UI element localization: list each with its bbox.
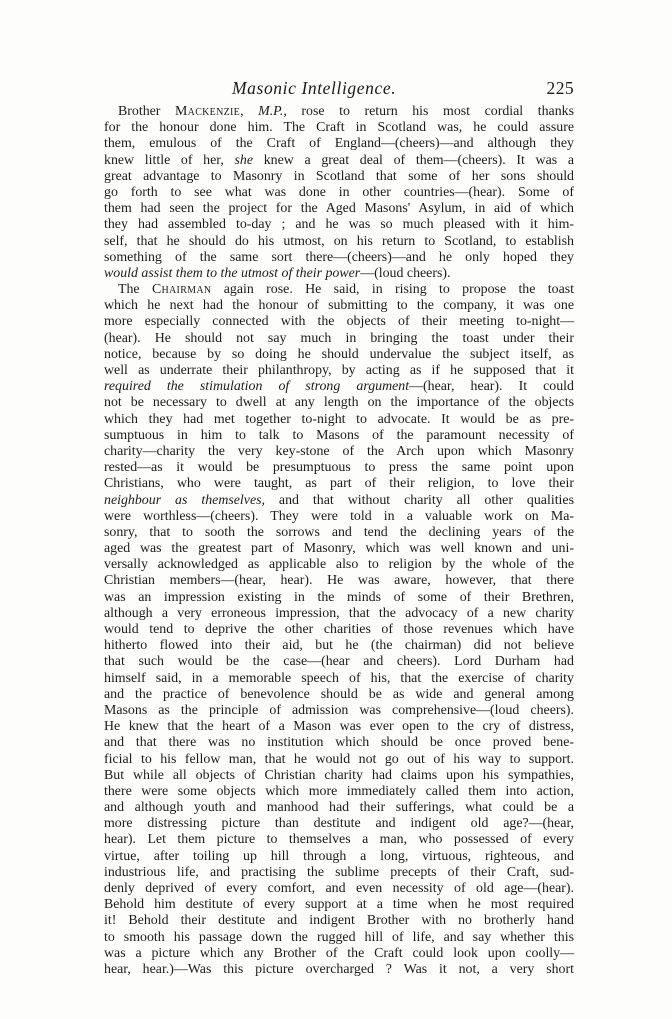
text-line (104, 104, 574, 120)
text-run: Christians, who were taught, as part of their religion, to love their (104, 476, 574, 492)
text-run: hear, hear.)—Was this picture overcharged ? Was it not, a very short (104, 961, 574, 977)
text-run: denly deprived of every comfort, and even necessity of old age—(hear). (104, 881, 574, 896)
text-line (104, 800, 574, 816)
text-run: Masons as the principle of admission was comprehensive—(loud cheers). (104, 702, 574, 718)
text-line (104, 428, 574, 444)
text-run: rested—as it would be presumptuous to press the same point upon (104, 460, 574, 476)
text-line (104, 444, 574, 460)
text-run: was an impression existing in the minds of some of their Brethren, (104, 589, 574, 605)
text-line (104, 654, 574, 670)
text-run: He knew that the heart of a Mason was ever open to the cry of distress, (104, 719, 574, 735)
text-run: and that without charity all other qualities (264, 492, 574, 508)
text-run: hear). Let them picture to themselves a man, who possessed of every (104, 832, 574, 848)
text-run: charity—charity the very key-stone of the Arch upon which Masonry (104, 443, 574, 459)
text-run: go forth to see what was done in other countries—(hear). Some of (104, 184, 574, 200)
text-run: sumptuous in him to talk to Masons of the paramount necessity of (104, 427, 574, 443)
text-line (104, 266, 574, 282)
text-line (104, 687, 574, 703)
text-run: would assist them to the utmost of their power (104, 265, 361, 281)
text-run: hitherto flowed into their aid, but he (the chairman) did not believe (104, 638, 574, 654)
text-run: But while all objects of Christian charity had claims upon his sympathies, (104, 767, 574, 783)
text-run: , (240, 104, 259, 119)
text-line (104, 460, 574, 476)
text-run: something of the same sort there—(cheers)—and he only hoped they (104, 249, 574, 265)
text-line (104, 541, 574, 557)
text-line (104, 622, 574, 638)
text-run: more especially connected with the objects of their meeting to-night— (104, 314, 574, 330)
text-run: required the stimulation of strong argument (104, 379, 410, 395)
text-line (104, 735, 574, 751)
text-line (104, 314, 574, 330)
text-run: industrious life, and practising the sublime precepts of their Craft, sud- (104, 864, 574, 880)
text-run: which he next had the honour of submitting to the company, it was one (104, 298, 574, 314)
text-run: himself said, in a memorable speech of his, that the exercise of charity (104, 670, 574, 686)
text-line (104, 913, 574, 929)
text-run: although a very erroneous impression, that the advocacy of a new charity (104, 605, 574, 621)
text-run: and although youth and manhood had their sufferings, what could be a (104, 800, 574, 816)
text-line (104, 250, 574, 266)
text-run: notice, because by so doing he should undervalue the subject itself, as (104, 346, 574, 362)
text-run: Brother (118, 104, 176, 119)
text-run: not be necessary to dwell at any length on the importance of the objects (104, 395, 574, 411)
text-line (104, 153, 574, 169)
text-line (104, 476, 574, 492)
text-line (104, 849, 574, 865)
text-run: she (234, 152, 254, 168)
text-line (104, 509, 574, 525)
text-line (104, 331, 574, 347)
text-run: knew little of her, (104, 152, 235, 168)
text-line (104, 930, 574, 946)
text-line (104, 946, 574, 962)
article-body (104, 104, 574, 978)
text-line (104, 768, 574, 784)
text-line (104, 671, 574, 687)
running-title: Masonic Intelligence. (232, 78, 397, 98)
text-line (104, 185, 574, 201)
text-run: was a picture which any Brother of the Craft could look upon coolly— (104, 945, 574, 961)
text-run: that such would be the case—(hear and cheers). Lord Durham had (104, 654, 574, 670)
text-run: and the practice of benevolence should be as wide and general among (104, 686, 574, 702)
text-run: Behold him destitute of every support at a time when he most required (104, 897, 574, 913)
text-line (104, 347, 574, 363)
text-run: aged was the greatest part of Masonry, which was well known and uni- (104, 541, 574, 557)
text-run: there were some objects which more immediately called them into action, (104, 783, 574, 799)
text-line (104, 201, 574, 217)
text-line (104, 881, 574, 897)
text-line (104, 120, 574, 136)
text-run: they had assembled to-day ; and he was so much pleased with it him- (104, 217, 574, 233)
text-run: which they had met together to-night to advocate. It would be as pre- (104, 411, 574, 427)
text-run: Christian members—(hear, hear). He was aware, however, that there (104, 573, 574, 589)
text-line (104, 590, 574, 606)
text-run: for the honour done him. The Craft in Scotland was, he could assure (104, 120, 574, 136)
text-line (104, 282, 574, 298)
text-line (104, 962, 574, 978)
text-line (104, 298, 574, 314)
text-run: versally acknowledged as applicable also to religion by the whole of the (104, 557, 574, 573)
text-run: it! Behold their destitute and indigent Brother with no brotherly hand (104, 913, 574, 929)
text-run: them, emulous of the Craft of England—(cheers)—and although they (104, 136, 574, 152)
text-run: The (118, 282, 152, 298)
text-run: Mackenzie (175, 104, 241, 119)
text-run: would tend to deprive the other charities of those revenues which have (104, 622, 574, 637)
text-run: to smooth his passage down the rugged hill of life, and say whether this (104, 929, 574, 945)
text-run: Chairman (151, 282, 212, 298)
text-run: knew a great deal of them—(cheers). It was a (253, 152, 574, 168)
text-line (104, 363, 574, 379)
text-run: ficial to his fellow man, that he would not go out of his way to support. (104, 751, 574, 767)
text-run: —(loud cheers). (360, 265, 451, 281)
text-line (104, 217, 574, 233)
text-line (104, 816, 574, 832)
text-run: and that there was no institution which should be once proved bene- (104, 735, 574, 751)
text-run: again rose. He said, in rising to propose the toast (211, 282, 574, 298)
text-line (104, 557, 574, 573)
page-number: 225 (546, 78, 574, 98)
text-line (104, 412, 574, 428)
text-line (104, 136, 574, 152)
text-line (104, 832, 574, 848)
text-run: M.P. (258, 104, 284, 119)
text-run: —(hear, hear). It could (409, 379, 574, 395)
text-line (104, 897, 574, 913)
text-line (104, 234, 574, 250)
text-line (104, 752, 574, 768)
text-line (104, 395, 574, 411)
text-run: well as underrate their philanthropy, by acting as if he supposed that it (104, 363, 574, 378)
text-line (104, 703, 574, 719)
text-line (104, 719, 574, 735)
text-run: virtue, after toiling up hill through a long, virtuous, righteous, and (104, 848, 574, 864)
text-run: self, that he should do his utmost, on his return to Scotland, to establish (104, 233, 574, 249)
text-line (104, 379, 574, 395)
text-line (104, 638, 574, 654)
running-header (104, 78, 574, 100)
text-run: neighbour as themselves, (104, 492, 265, 508)
text-run: sonry, that to sooth the sorrows and tend the declining years of the (104, 524, 574, 540)
text-line (104, 169, 574, 185)
text-run: them had seen the project for the Aged Masons' Asylum, in aid of which (104, 201, 574, 217)
text-run: more distressing picture than destitute and indigent old age?—(hear, (104, 816, 574, 832)
text-line (104, 525, 574, 541)
text-run: great advantage to Masonry in Scotland that some of her sons should (104, 168, 574, 184)
text-line (104, 493, 574, 509)
text-line (104, 606, 574, 622)
text-line (104, 865, 574, 881)
text-run: were worthless—(cheers). They were told in a valuable work on Ma- (104, 508, 574, 524)
text-run: , rose to return his most cordial thanks (283, 104, 574, 119)
text-run: (hear). He should not say much in bringing the toast under their (104, 330, 574, 346)
text-line (104, 784, 574, 800)
text-line (104, 573, 574, 589)
